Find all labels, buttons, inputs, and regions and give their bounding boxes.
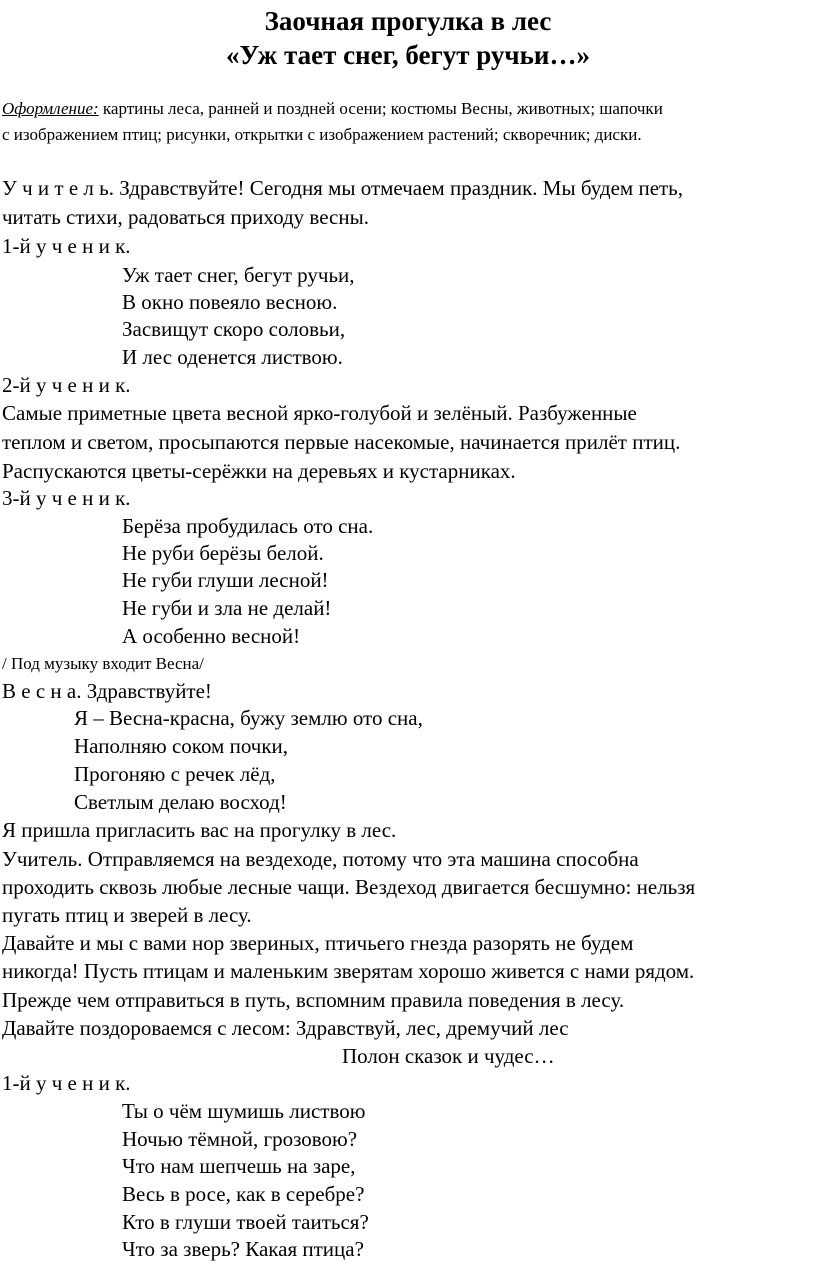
text-line: Полон сказок и чудес…	[342, 1044, 555, 1068]
poem-line: Уж тает снег, бегут ручьи,	[122, 263, 355, 287]
title-line-1: Заочная прогулка в лес	[264, 6, 552, 36]
text-line: 1-й у ч е н и к.	[2, 1071, 131, 1095]
poem-line: И лес оденется листвою.	[122, 345, 343, 369]
text-line: 3-й у ч е н и к.	[2, 486, 131, 510]
poem-line: А особенно весной!	[122, 624, 301, 648]
decor-text-1: картины леса, ранней и поздней осени; костюмы Весны, животных; шапочки	[98, 99, 663, 118]
poem-line: Светлым делаю восход!	[74, 790, 287, 814]
text-line: 2-й у ч е н и к.	[2, 373, 131, 397]
stage-direction: / Под музыку входит Весна/	[2, 654, 204, 673]
text-line: Учитель. Отправляемся на вездеходе, потому что эта машина способна	[2, 847, 639, 871]
text-line: Самые приметные цвета весной ярко-голубой и зелёный. Разбуженные	[2, 401, 637, 425]
decor-line-1	[2, 98, 663, 120]
text-line: Распускаются цветы-серёжки на деревьях и кустарниках.	[2, 459, 516, 483]
text-line: никогда! Пусть птицам и маленьким зверятам хорошо живется с нами рядом.	[2, 959, 695, 983]
text-line: теплом и светом, просыпаются первые насекомые, начинается прилёт птиц.	[2, 430, 681, 454]
poem-line: Берёза пробудилась ото сна.	[122, 514, 374, 538]
text-line: читать стихи, радоваться приходу весны.	[2, 205, 369, 229]
text-line: У ч и т е л ь. Здравствуйте! Сегодня мы отмечаем праздник. Мы будем петь,	[2, 176, 684, 200]
poem-line: Ночью тёмной, грозовою?	[122, 1127, 358, 1151]
poem-line: Прогоняю с речек лёд,	[74, 762, 276, 786]
text-line: Прежде чем отправиться в путь, вспомним правила поведения в лесу.	[2, 988, 625, 1012]
poem-line: Не губи и зла не делай!	[122, 596, 332, 620]
text-line: Я пришла пригласить вас на прогулку в лес.	[2, 818, 397, 842]
poem-line: Не губи глуши лесной!	[122, 568, 329, 592]
poem-line: Не руби берёзы белой.	[122, 541, 324, 565]
text-line: Давайте и мы с вами нор звериных, птичьего гнезда разорять не будем	[2, 931, 634, 955]
poem-line: Наполняю соком почки,	[74, 734, 289, 758]
text-line: В е с н а. Здравствуйте!	[2, 679, 212, 703]
poem-line: Я – Весна-красна, бужу землю ото сна,	[74, 706, 423, 730]
text-line: 1-й у ч е н и к.	[2, 234, 131, 258]
decor-line-2: с изображением птиц; рисунки, открытки с изображением растений; скворечник; диски.	[2, 125, 642, 144]
poem-line: Засвищут скоро соловьи,	[122, 317, 346, 341]
poem-line: Что за зверь? Какая птица?	[122, 1237, 364, 1261]
poem-line: Что нам шепчешь на заре,	[122, 1154, 356, 1178]
poem-line: Ты о чём шумишь листвою	[122, 1099, 366, 1123]
text-line: пугать птиц и зверей в лесу.	[2, 903, 252, 927]
poem-line: Весь в росе, как в серебре?	[122, 1182, 365, 1206]
poem-line: В окно повеяло весною.	[122, 290, 338, 314]
title-line-2: «Уж тает снег, бегут ручьи…»	[226, 40, 590, 70]
text-line: Давайте поздороваемся с лесом: Здравствуй, лес, дремучий лес	[2, 1016, 569, 1040]
decor-label: Оформление:	[2, 99, 99, 118]
poem-line: Кто в глуши твоей таиться?	[122, 1210, 369, 1234]
text-line: проходить сквозь любые лесные чащи. Вездеход двигается бесшумно: нельзя	[2, 875, 696, 899]
